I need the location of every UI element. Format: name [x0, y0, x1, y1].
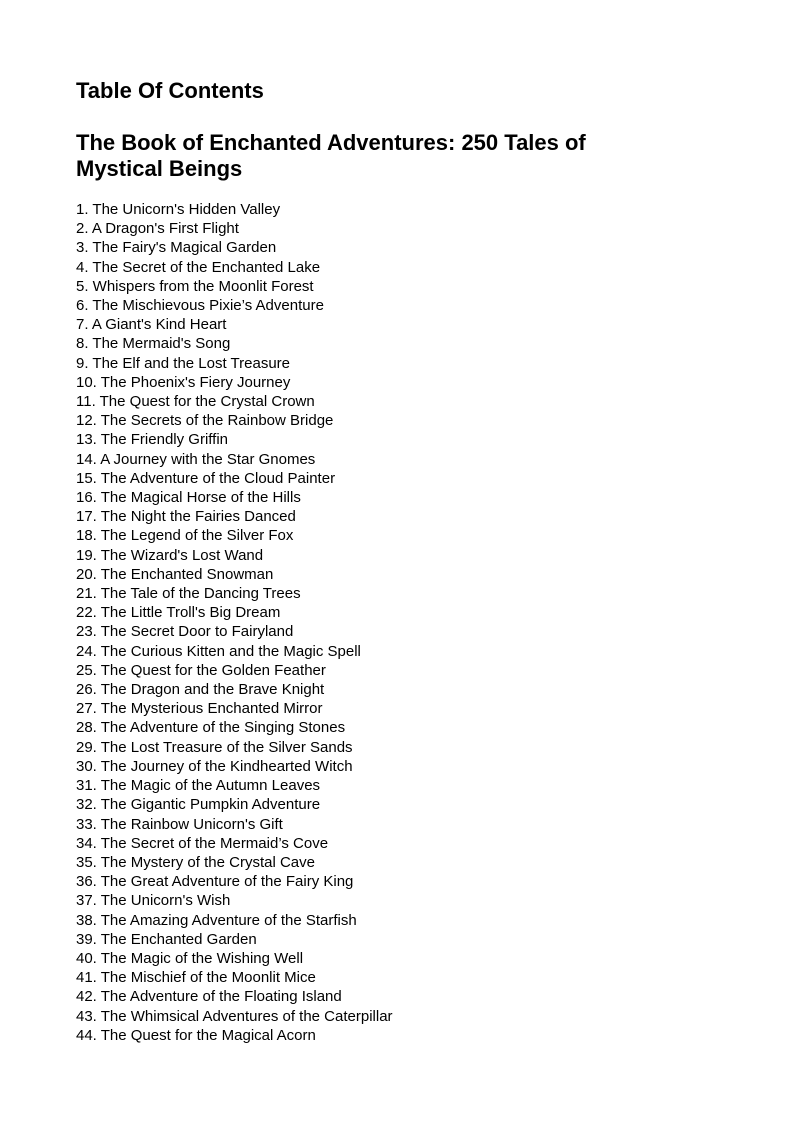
book-title: The Book of Enchanted Adventures: 250 Tales of Mystical Beings	[76, 130, 586, 181]
toc-entry: 5. Whispers from the Moonlit Forest	[76, 277, 314, 295]
toc-entry: 31. The Magic of the Autumn Leaves	[76, 777, 321, 795]
toc-entry: 28. The Adventure of the Singing Stones	[76, 719, 346, 737]
toc-entry: 35. The Mystery of the Crystal Cave	[76, 853, 315, 871]
toc-entry: 32. The Gigantic Pumpkin Adventure	[76, 796, 321, 814]
toc-entry: 22. The Little Troll's Big Dream	[76, 604, 281, 622]
toc-entry: 37. The Unicorn's Wish	[76, 892, 231, 910]
toc-entry: 33. The Rainbow Unicorn's Gift	[76, 815, 283, 833]
toc-entry: 40. The Magic of the Wishing Well	[76, 949, 304, 967]
toc-entry: 20. The Enchanted Snowman	[76, 565, 274, 583]
toc-entry: 6. The Mischievous Pixie’s Adventure	[76, 297, 324, 315]
toc-entry: 17. The Night the Fairies Danced	[76, 508, 296, 526]
toc-entry: 39. The Enchanted Garden	[76, 930, 257, 948]
toc-entry: 43. The Whimsical Adventures of the Caterpillar	[76, 1007, 393, 1025]
toc-entry: 16. The Magical Horse of the Hills	[76, 489, 301, 507]
toc-entry: 26. The Dragon and the Brave Knight	[76, 681, 325, 699]
toc-entry: 11. The Quest for the Crystal Crown	[76, 393, 315, 411]
toc-entry: 2. A Dragon's First Flight	[76, 220, 239, 238]
toc-entry: 19. The Wizard's Lost Wand	[76, 546, 264, 564]
toc-entry: 9. The Elf and the Lost Treasure	[76, 354, 291, 372]
toc-entry: 13. The Friendly Griffin	[76, 431, 229, 449]
toc-entry: 7. A Giant's Kind Heart	[76, 316, 227, 334]
toc-list	[76, 200, 718, 1045]
toc-entry: 1. The Unicorn's Hidden Valley	[76, 201, 281, 218]
toc-entry: 10. The Phoenix's Fiery Journey	[76, 373, 291, 391]
toc-entry: 3. The Fairy's Magical Garden	[76, 239, 277, 257]
toc-entry: 34. The Secret of the Mermaid’s Cove	[76, 834, 329, 852]
toc-entry: 41. The Mischief of the Moonlit Mice	[76, 969, 316, 987]
toc-entry: 44. The Quest for the Magical Acorn	[76, 1026, 316, 1044]
toc-entry: 4. The Secret of the Enchanted Lake	[76, 258, 321, 276]
toc-entry: 27. The Mysterious Enchanted Mirror	[76, 700, 323, 718]
toc-entry: 14. A Journey with the Star Gnomes	[76, 450, 316, 468]
toc-heading: Table Of Contents	[76, 78, 264, 103]
toc-entry: 30. The Journey of the Kindhearted Witch	[76, 757, 353, 775]
toc-entry: 21. The Tale of the Dancing Trees	[76, 585, 301, 603]
toc-entry: 8. The Mermaid's Song	[76, 335, 231, 353]
toc-entry: 38. The Amazing Adventure of the Starfish	[76, 911, 357, 929]
toc-entry: 12. The Secrets of the Rainbow Bridge	[76, 412, 334, 430]
toc-entry: 25. The Quest for the Golden Feather	[76, 661, 326, 679]
toc-entry: 24. The Curious Kitten and the Magic Spell	[76, 642, 361, 660]
toc-entry: 42. The Adventure of the Floating Island	[76, 988, 342, 1006]
toc-entry: 18. The Legend of the Silver Fox	[76, 527, 294, 545]
toc-entry: 36. The Great Adventure of the Fairy King	[76, 873, 354, 891]
toc-entry: 15. The Adventure of the Cloud Painter	[76, 469, 336, 487]
toc-entry: 23. The Secret Door to Fairyland	[76, 623, 294, 641]
toc-entry: 29. The Lost Treasure of the Silver Sands	[76, 738, 353, 756]
